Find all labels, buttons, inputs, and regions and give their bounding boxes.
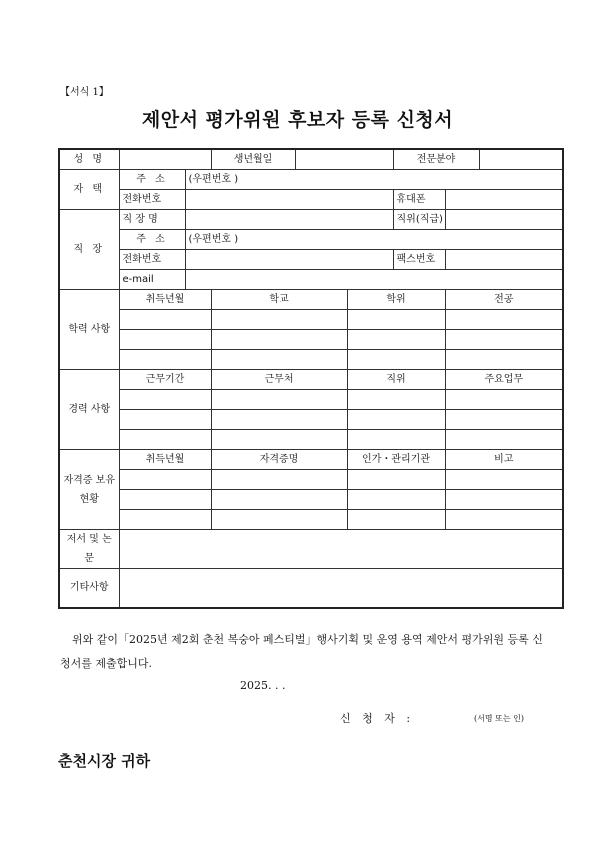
declaration-text: 위와 같이「2025년 제2회 춘천 복숭아 페스티벌」행사기획 및 운영 용역 제안서 평가위원 등록 신청서를 제출합니다.: [60, 633, 543, 670]
cell[interactable]: [445, 350, 563, 370]
cell[interactable]: [211, 310, 347, 330]
cell[interactable]: [445, 310, 563, 330]
cell[interactable]: [211, 490, 347, 510]
mobile-label: 휴대폰: [393, 190, 445, 210]
table-row: [59, 450, 563, 470]
cell[interactable]: [211, 330, 347, 350]
table-row: [59, 190, 563, 210]
table-row: [59, 530, 563, 569]
career-header-workplace: 근무처: [211, 370, 347, 390]
cert-label: 자격증 보유현황: [59, 450, 119, 530]
cell[interactable]: [445, 390, 563, 410]
field-label: 전문분야: [393, 149, 479, 170]
other-field[interactable]: [119, 569, 563, 609]
cell[interactable]: [211, 430, 347, 450]
email-field[interactable]: [185, 270, 563, 290]
workplace-field[interactable]: [185, 210, 393, 230]
birth-field[interactable]: [295, 149, 393, 170]
cell[interactable]: [119, 470, 211, 490]
table-row: [59, 149, 563, 170]
cell[interactable]: [211, 350, 347, 370]
table-row: [59, 270, 563, 290]
cell[interactable]: [119, 330, 211, 350]
cell[interactable]: [347, 390, 445, 410]
cell[interactable]: [119, 510, 211, 530]
table-row: [59, 430, 563, 450]
table-row: [59, 410, 563, 430]
cell[interactable]: [347, 490, 445, 510]
edu-header-major: 전공: [445, 290, 563, 310]
table-row: [59, 470, 563, 490]
table-row: [59, 390, 563, 410]
cell[interactable]: [347, 330, 445, 350]
cell[interactable]: [211, 390, 347, 410]
date-line: 2025. . .: [240, 679, 286, 692]
table-row: [59, 310, 563, 330]
work-phone-field[interactable]: [185, 250, 393, 270]
mobile-field[interactable]: [445, 190, 563, 210]
cell[interactable]: [445, 470, 563, 490]
work-phone-label: 전화번호: [119, 250, 185, 270]
cell[interactable]: [119, 390, 211, 410]
edu-header-date: 취득년월: [119, 290, 211, 310]
cell[interactable]: [445, 430, 563, 450]
birth-label: 생년월일: [211, 149, 295, 170]
edu-header-school: 학교: [211, 290, 347, 310]
application-form-table: [58, 148, 564, 609]
cell[interactable]: [347, 510, 445, 530]
edu-header-degree: 학위: [347, 290, 445, 310]
table-row: [59, 490, 563, 510]
other-label: 기타사항: [59, 569, 119, 609]
cell[interactable]: [445, 410, 563, 430]
cert-header-date: 취득년월: [119, 450, 211, 470]
cell[interactable]: [119, 430, 211, 450]
cell[interactable]: [347, 310, 445, 330]
cert-header-name: 자격증명: [211, 450, 347, 470]
work-label: 직 장: [59, 210, 119, 290]
cell[interactable]: [119, 410, 211, 430]
signature-note: (서명 또는 인): [474, 714, 524, 723]
home-label: 자 택: [59, 170, 119, 210]
cert-header-agency: 인가・관리기관: [347, 450, 445, 470]
table-row: [59, 350, 563, 370]
table-row: [59, 330, 563, 350]
work-address-label: 주 소: [119, 230, 185, 250]
field-field[interactable]: [479, 149, 563, 170]
papers-field[interactable]: [119, 530, 563, 569]
career-header-duties: 주요업무: [445, 370, 563, 390]
cert-header-note: 비고: [445, 450, 563, 470]
cell[interactable]: [211, 410, 347, 430]
career-header-period: 근무기간: [119, 370, 211, 390]
table-row: [59, 510, 563, 530]
table-row: [59, 569, 563, 609]
table-row: [59, 290, 563, 310]
cell[interactable]: [347, 430, 445, 450]
name-label: 성 명: [59, 149, 119, 170]
cell[interactable]: [211, 470, 347, 490]
cell[interactable]: [347, 350, 445, 370]
home-address-label: 주 소: [119, 170, 185, 190]
table-row: [59, 230, 563, 250]
cell[interactable]: [347, 410, 445, 430]
table-row: [59, 370, 563, 390]
papers-label: 저서 및 논문: [59, 530, 119, 569]
work-postal-field[interactable]: (우편번호 ): [185, 230, 563, 250]
workplace-label: 직 장 명: [119, 210, 185, 230]
cell[interactable]: [445, 510, 563, 530]
table-row: [59, 170, 563, 190]
applicant-label: 신 청 자 :: [340, 712, 415, 725]
cell[interactable]: [211, 510, 347, 530]
table-row: [59, 210, 563, 230]
career-header-position: 직위: [347, 370, 445, 390]
name-field[interactable]: [119, 149, 211, 170]
cell[interactable]: [119, 490, 211, 510]
page-title: 제안서 평가위원 후보자 등록 신청서: [141, 109, 454, 131]
cell[interactable]: [347, 470, 445, 490]
career-label: 경력 사항: [59, 370, 119, 450]
position-field[interactable]: [445, 210, 563, 230]
home-postal-field[interactable]: (우편번호 ): [185, 170, 563, 190]
education-label: 학력 사항: [59, 290, 119, 370]
fax-label: 팩스번호: [393, 250, 445, 270]
home-phone-field[interactable]: [185, 190, 393, 210]
cell[interactable]: [445, 330, 563, 350]
recipient: 춘천시장 귀하: [58, 752, 151, 770]
table-row: [59, 250, 563, 270]
fax-field[interactable]: [445, 250, 563, 270]
form-number-label: 【서식 1】: [60, 87, 109, 98]
email-label: e-mail: [119, 270, 185, 290]
cell[interactable]: [119, 350, 211, 370]
cell[interactable]: [445, 490, 563, 510]
position-label: 직위(직급): [393, 210, 445, 230]
cell[interactable]: [119, 310, 211, 330]
home-phone-label: 전화번호: [119, 190, 185, 210]
